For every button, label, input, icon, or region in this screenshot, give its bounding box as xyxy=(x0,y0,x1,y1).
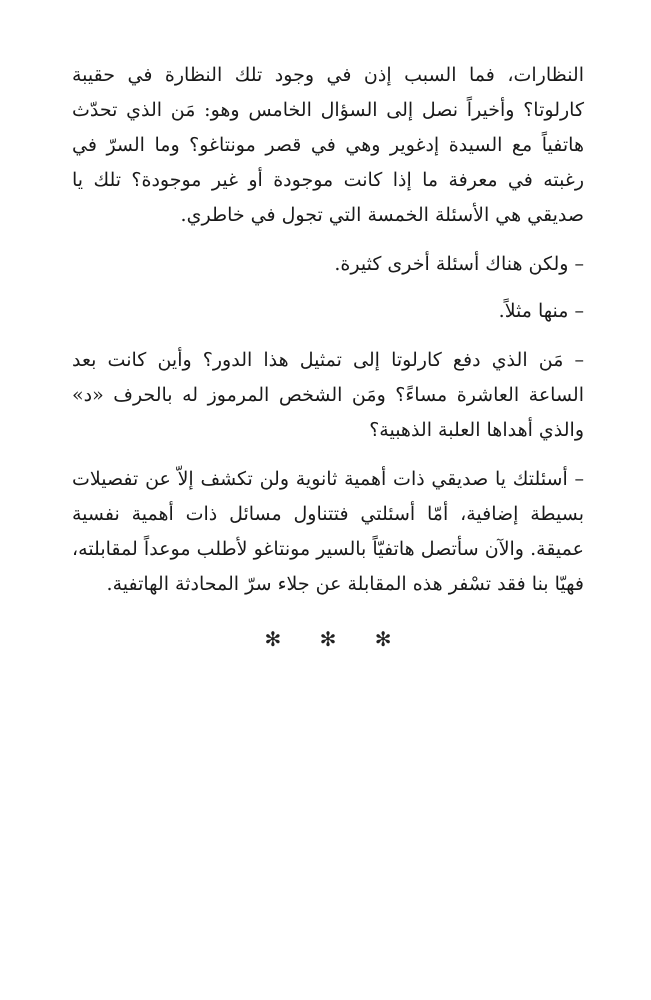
page-text-block xyxy=(72,58,584,657)
dialogue-line-2: – منها مثلاً. xyxy=(498,300,584,322)
paragraph-1: النظارات، فما السبب إذن في وجود تلك النظارة في حقيبة كارلوتا؟ وأخيراً نصل إلى السؤال الخامس وهو: مَن الذي تحدّث هاتفياً مع السيدة إدغوير وهي في قصر مونتاغو؟ وما السرّ في رغبته في معرفة ما إذا كانت موجودة أو غير موجودة؟ تلك يا صديقي هي الأسئلة الخمسة التي تجول في خاطري. xyxy=(72,64,584,226)
section-separator: ✻ ✻ ✻ xyxy=(264,627,408,651)
dialogue-line-4: – أسئلتك يا صديقي ذات أهمية ثانوية ولن تكشف إلاّ عن تفصيلات بسيطة إضافية، أمّا أسئلتي فتتناول مسائل ذات أهمية نفسية عميقة. والآن سأتصل هاتفيّاً بالسير مونتاغو لأطلب موعداً لمقابلته، فهيّا بنا فقد تسْفر هذه المقابلة عن جلاء سرّ المحادثة الهاتفية. xyxy=(72,468,584,595)
dialogue-line-3: – مَن الذي دفع كارلوتا إلى تمثيل هذا الدور؟ وأين كانت بعد الساعة العاشرة مساءً؟ ومَن الشخص المرموز له بالحرف «د» والذي أهداها العلبة الذهبية؟ xyxy=(72,349,584,441)
dialogue-line-1: – ولكن هناك أسئلة أخرى كثيرة. xyxy=(334,253,584,275)
